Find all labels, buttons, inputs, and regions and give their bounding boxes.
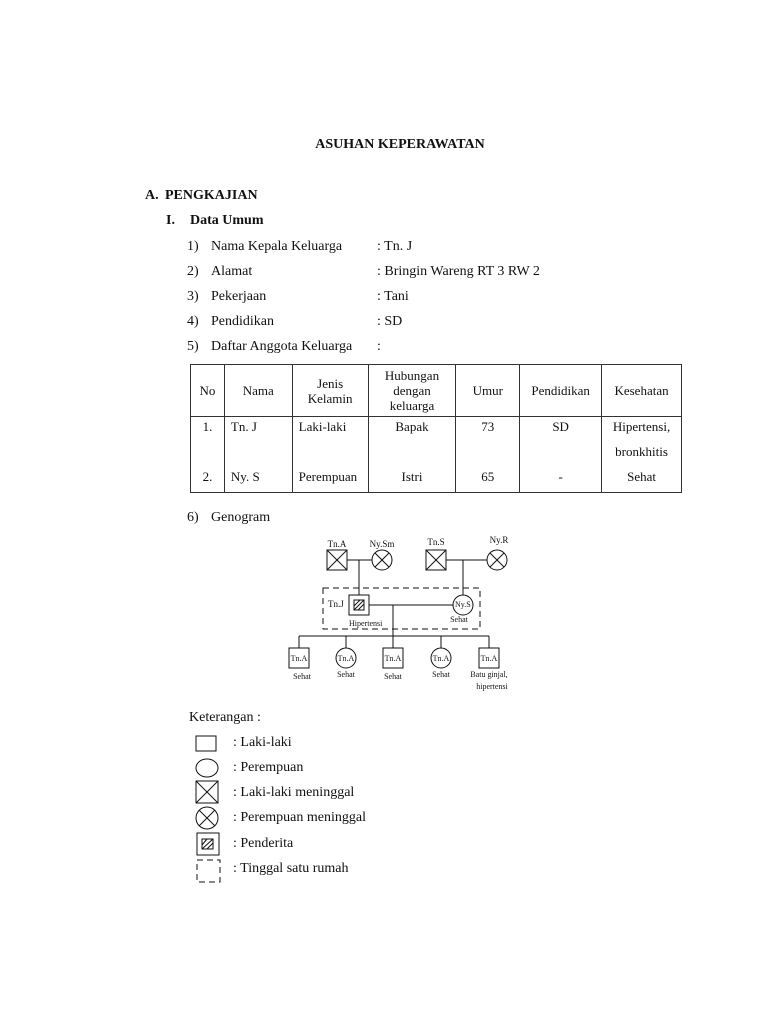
field-value: : — [377, 339, 381, 354]
genogram-label: Tn.J — [328, 599, 344, 609]
field-number: 1) — [187, 239, 199, 254]
deceased-female-icon — [372, 550, 392, 570]
deceased-male-icon — [196, 781, 218, 803]
genogram-note: Sehat — [450, 615, 468, 624]
genogram-note: Sehat — [432, 670, 450, 679]
subsection-heading: Data Umum — [190, 213, 264, 228]
table-cell: Perempuan — [292, 467, 368, 493]
genogram-note: Sehat — [384, 672, 402, 681]
table-cell: - — [520, 467, 602, 493]
table-cell: 1. — [191, 417, 225, 443]
field-label: Pendidikan — [211, 314, 274, 329]
section-heading: PENGKAJIAN — [165, 188, 258, 203]
genogram-label: Tn.A — [327, 539, 347, 549]
deceased-male-icon — [327, 550, 347, 570]
page-title: ASUHAN KEPERAWATAN — [315, 137, 485, 152]
field-value: : Tani — [377, 289, 409, 304]
deceased-female-icon — [487, 550, 507, 570]
column-header: No — [191, 365, 225, 417]
field-value: : Bringin Wareng RT 3 RW 2 — [377, 264, 540, 279]
subsection-number: I. — [166, 213, 175, 228]
field-label: Alamat — [211, 264, 253, 279]
genogram-label: Tn.S — [427, 537, 445, 547]
field-number: 2) — [187, 264, 199, 279]
genogram-heading: Genogram — [211, 510, 271, 525]
deceased-male-icon — [426, 550, 446, 570]
field-label: Pekerjaan — [211, 289, 267, 304]
field-label: Nama Kepala Keluarga — [211, 239, 343, 254]
column-header: Nama — [224, 365, 292, 417]
male-square-icon — [196, 736, 216, 751]
genogram-note: hipertensi — [476, 682, 508, 691]
column-header: Pendidikan — [520, 365, 602, 417]
column-header: Jenis Kelamin — [292, 365, 368, 417]
genogram-label: Ny.Sm — [369, 539, 395, 549]
genogram-number: 6) — [187, 510, 199, 525]
table-cell: Laki-laki — [292, 417, 368, 443]
legend-label: : Laki-laki — [233, 735, 292, 750]
column-header: Umur — [456, 365, 520, 417]
table-cell: Tn. J — [224, 417, 292, 443]
genogram-note: Sehat — [337, 670, 355, 679]
genogram-label: Ny.S — [455, 600, 471, 609]
genogram-label: Ny.R — [489, 535, 509, 545]
table-cell: 2. — [191, 467, 225, 493]
deceased-female-icon — [196, 807, 218, 829]
patient-icon — [349, 595, 369, 615]
field-label: Daftar Anggota Keluarga — [211, 339, 353, 354]
legend-label: : Perempuan — [233, 760, 304, 775]
table-cell: Sehat — [602, 467, 682, 493]
genogram-note: Batu ginjal, — [470, 670, 508, 679]
field-number: 3) — [187, 289, 199, 304]
column-header: Kesehatan — [602, 365, 682, 417]
table-cell: Ny. S — [224, 467, 292, 493]
table-cell: Bapak — [368, 417, 456, 443]
table-cell: bronkhitis — [602, 442, 682, 467]
table-cell: 65 — [456, 467, 520, 493]
legend-title: Keterangan : — [189, 710, 261, 725]
table-cell: 73 — [456, 417, 520, 443]
legend-label: : Penderita — [233, 836, 294, 851]
field-value: : Tn. J — [377, 239, 413, 254]
field-number: 5) — [187, 339, 199, 354]
genogram-note: Sehat — [293, 672, 311, 681]
field-value: : SD — [377, 314, 403, 329]
household-dashed-icon — [197, 860, 220, 882]
field-number: 4) — [187, 314, 199, 329]
genogram-label: Tn.A — [290, 654, 308, 663]
genogram-note: Hipertensi — [349, 619, 383, 628]
table-cell: SD — [520, 417, 602, 443]
legend-label: : Perempuan meninggal — [233, 810, 366, 825]
table-cell: Istri — [368, 467, 456, 493]
legend-label: : Tinggal satu rumah — [233, 861, 349, 876]
column-header: Hubungan dengan keluarga — [368, 365, 456, 417]
female-circle-icon — [196, 759, 218, 777]
table-cell: Hipertensi, — [602, 417, 682, 443]
genogram-label: Tn.A — [432, 654, 450, 663]
patient-icon — [197, 833, 219, 855]
legend-label: : Laki-laki meninggal — [233, 785, 355, 800]
genogram-label: Tn.A — [337, 654, 355, 663]
genogram-label: Tn.A — [384, 654, 402, 663]
section-letter: A. — [145, 188, 159, 203]
genogram-label: Tn.A — [480, 654, 498, 663]
